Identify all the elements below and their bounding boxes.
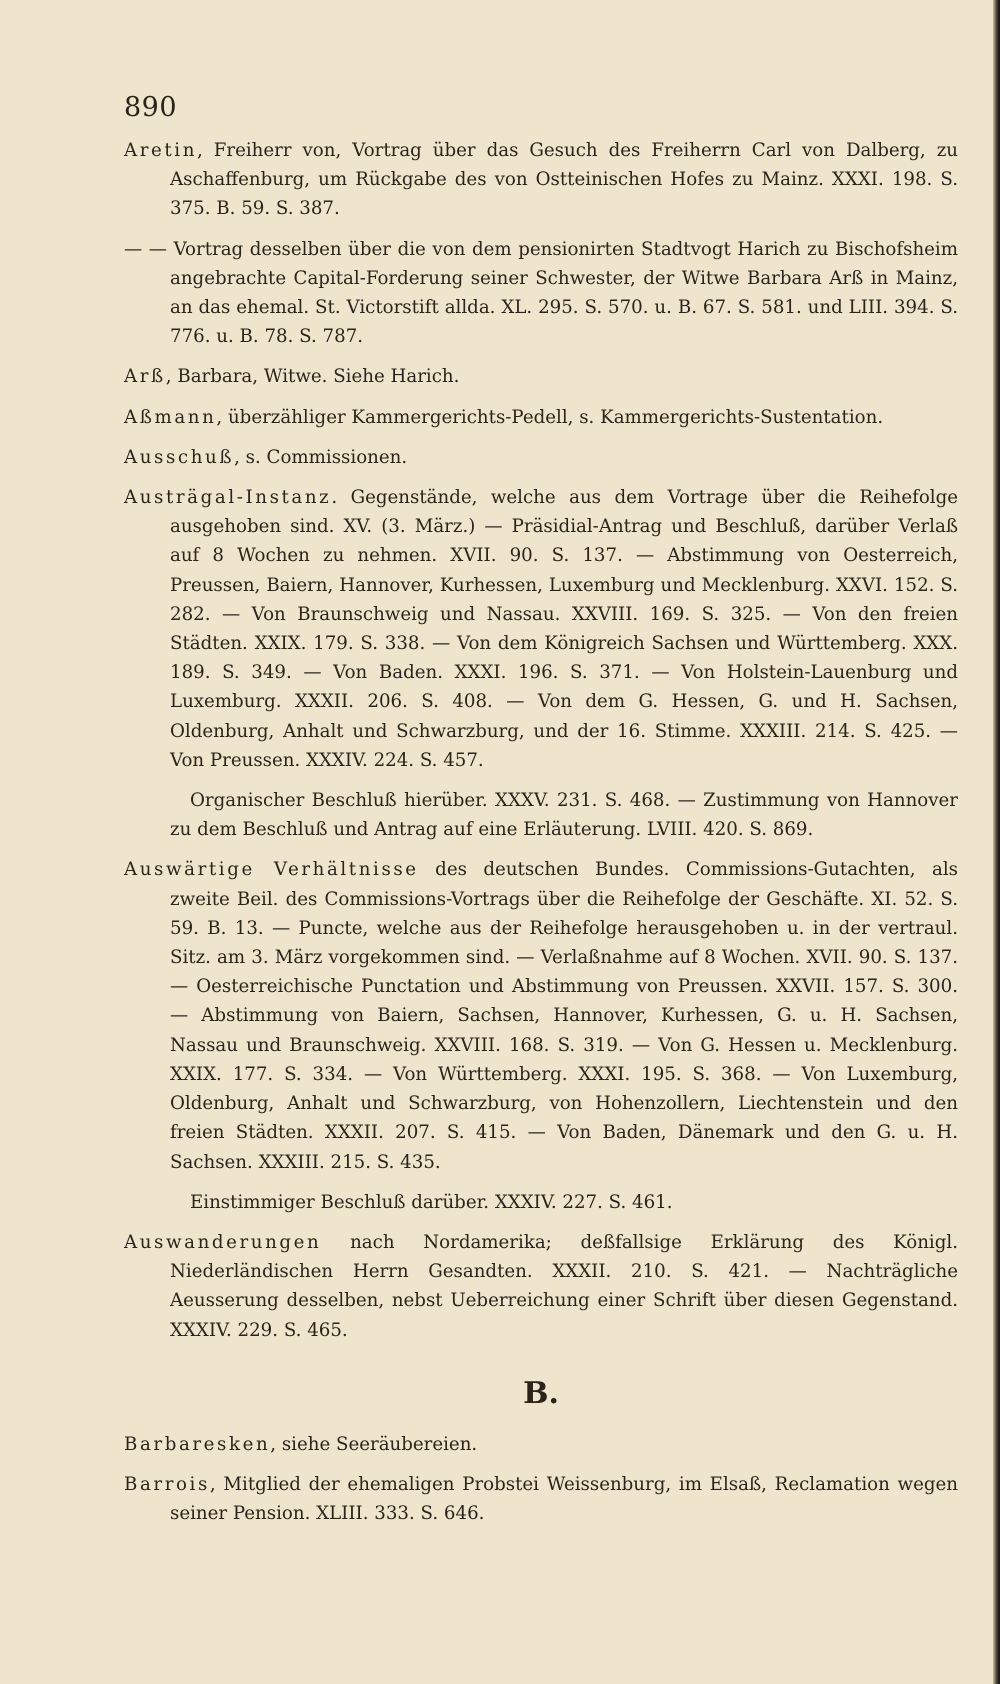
index-entry [124, 403, 958, 432]
entry-text: des deutschen Bundes. Commissions-Gutachten, als zweite Beil. des Commissions-Vortrags über die Reihefolge der Geschäfte. XI. 52. S. 59. B. 13. — Puncte, welche aus der Reihefolge herausgehoben u. in der vertraul. Sitz. am 3. März vorgekommen sind. — Verlaßnahme auf 8 Wochen. XVII. 90. S. 137. — Oesterreichische Punctation und Abstimmung von Preussen. XXVII. 157. S. 300. — Abstimmung von Baiern, Sachsen, Hannover, Kurhessen, G. u. H. Sachsen, Nassau und Braunschweig. XXVIII. 168. S. 319. — Von G. Hessen u. Mecklenburg. XXIX. 177. S. 334. — Von Württemberg. XXXI. 195. S. 368. — Von Luxemburg, Oldenburg, Anhalt und Schwarzburg, von Hohenzollern, Liechtenstein und den freien Städten. XXXII. 207. S. 415. — Von Baden, Dänemark und den G. u. H. Sachsen. XXXIII. 215. S. 435. [170, 859, 958, 1173]
index-entry [124, 1430, 958, 1459]
entry-text: , Freiherr von, Vortrag über das Gesuch des Freiherrn Carl von Dalberg, zu Aschaffenburg, um Rückgabe des von Ostteinischen Hofes zu Mainz. XXXI. 198. S. 375. B. 59. S. 387. [170, 140, 958, 220]
index-text [124, 136, 958, 1540]
entry-subparagraph: Organischer Beschluß hierüber. XXXV. 231. S. 468. — Zustimmung von Hannover zu dem Beschluß und Antrag auf eine Erläuterung. LVIII. 420. S. 869. [170, 790, 958, 841]
entry-keyword: Aßmann [124, 406, 217, 428]
index-entry [124, 483, 958, 775]
index-entry [124, 1228, 958, 1345]
entry-text: , Barbara, Witwe. Siehe Harich. [165, 366, 460, 388]
index-entry [124, 362, 958, 391]
entry-keyword: Barbaresken [124, 1433, 271, 1455]
index-entry [124, 136, 958, 224]
entry-keyword: Auswärtige Verhältnisse [124, 859, 419, 881]
entry-text: , Mitglied der ehemaligen Probstei Weissenburg, im Elsaß, Reclamation wegen seiner Pension. XLIII. 333. S. 646. [170, 1474, 958, 1525]
index-entry [124, 1470, 958, 1528]
page-edge-shadow [993, 0, 1000, 1684]
entry-keyword: — — [124, 238, 167, 260]
entry-text: Vortrag desselben über die von dem pensionirten Stadtvogt Harich zu Bischofsheim angebrachte Capital-Forderung seiner Schwester, der Witwe Barbara Arß in Mainz, an das ehemal. St. Victorstift allda. XL. 295. S. 570. u. B. 67. S. 581. und LIII. 394. S. 776. u. B. 78. S. 787. [166, 238, 958, 348]
entry-text: nach Nordamerika; deßfallsige Erklärung des Königl. Niederländischen Herrn Gesandten. XXXII. 210. S. 421. — Nachträgliche Aeusserung desselben, nebst Ueberreichung einer Schrift über diesen Gegenstand. XXXIV. 229. S. 465. [170, 1231, 958, 1341]
entry-keyword: Ausschuß [124, 446, 235, 468]
entry-text: , s. Commissionen. [234, 446, 408, 468]
entry-text: , siehe Seeräubereien. [270, 1433, 478, 1455]
entry-subparagraph: Einstimmiger Beschluß darüber. XXXIV. 227. S. 461. [190, 1191, 673, 1213]
entry-text: . Gegenstände, welche aus dem Vortrage über die Reihefolge ausgehoben sind. XV. (3. März.) — Präsidial-Antrag und Beschluß, darüber Verlaß auf 8 Wochen zu nehmen. XVII. 90. S. 137. — Abstimmung von Oesterreich, Preussen, Baiern, Hannover, Kurhessen, Luxemburg und Mecklenburg. XXVI. 152. S. 282. — Von Braunschweig und Nassau. XXVIII. 169. S. 325. — Von den freien Städten. XXIX. 179. S. 338. — Von dem Königreich Sachsen und Württemberg. XXX. 189. S. 349. — Von Baden. XXXI. 196. S. 371. — Von Holstein-Lauenburg und Luxemburg. XXXII. 206. S. 408. — Von dem G. Hessen, G. und H. Sachsen, Oldenburg, Anhalt und Schwarzburg, und der 16. Stimme. XXXIII. 214. S. 425. — Von Preussen. XXXIV. 224. S. 457. [170, 487, 958, 771]
section-letter-heading: B. [523, 1375, 559, 1411]
page-number: 890 [124, 92, 178, 123]
index-entry [124, 855, 958, 1176]
index-entry [124, 235, 958, 352]
index-entry [124, 443, 958, 472]
entry-keyword: Auswanderungen [124, 1231, 322, 1253]
entry-text: , überzähliger Kammergerichts-Pedell, s. Kammergerichts-Sustentation. [216, 406, 884, 428]
entry-keyword: Barrois [124, 1474, 210, 1496]
entry-keyword: Austrägal-Instanz [124, 487, 332, 509]
entry-keyword: Aretin [124, 140, 198, 161]
entry-keyword: Arß [124, 366, 166, 388]
